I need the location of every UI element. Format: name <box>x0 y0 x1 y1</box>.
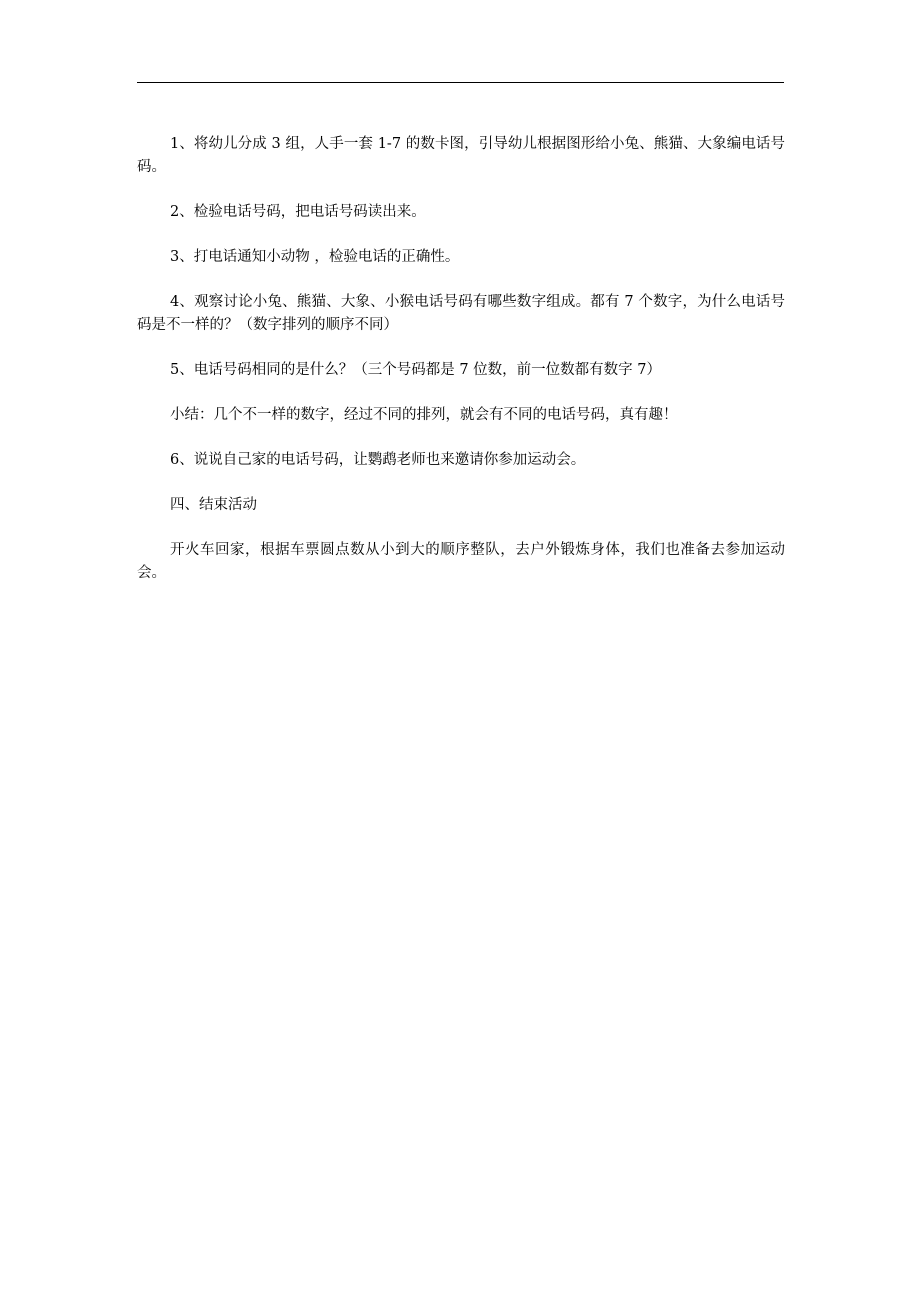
step-6-paragraph: 6、说说自己家的电话号码，让鹦鹉老师也来邀请你参加运动会。 <box>170 452 586 468</box>
summary-paragraph: 小结：几个不一样的数字，经过不同的排列，就会有不同的电话号码，真有趣！ <box>170 407 678 423</box>
header-rule <box>137 82 784 83</box>
step-4-paragraph: 4、观察讨论小兔、熊猫、大象、小猴电话号码有哪些数字组成。都有 7 个数字，为什么电话号码是不一样的？（数字排列的顺序不同） <box>137 294 785 333</box>
section-heading: 四、结束活动 <box>170 497 257 513</box>
step-2-paragraph: 2、检验电话号码，把电话号码读出来。 <box>170 204 426 220</box>
document-body <box>137 133 785 607</box>
step-5-paragraph: 5、电话号码相同的是什么？（三个号码都是 7 位数，前一位数都有数字 7） <box>170 362 662 378</box>
step-3-paragraph: 3、打电话通知小动物 ，检验电话的正确性。 <box>170 249 460 265</box>
step-1-paragraph: 1、将幼儿分成 3 组，人手一套 1-7 的数卡图，引导幼儿根据图形给小兔、熊猫、大象编电话号码。 <box>137 136 785 175</box>
closing-paragraph: 开火车回家，根据车票圆点数从小到大的顺序整队，去户外锻炼身体，我们也准备去参加运动会。 <box>137 542 785 581</box>
